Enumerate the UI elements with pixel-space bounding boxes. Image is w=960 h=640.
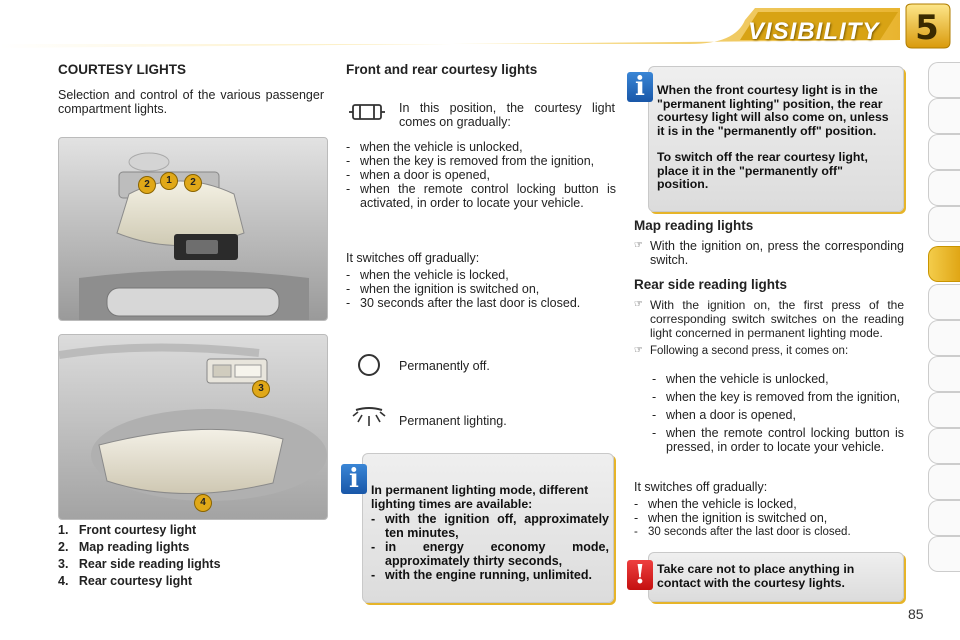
section-heading-rear-side-reading: Rear side reading lights xyxy=(634,277,788,292)
info-box-intro: In permanent lighting mode, different lighting times are available: xyxy=(371,483,589,511)
courtesy-door-switch-icon xyxy=(348,100,386,124)
legend-item-4: 4. Rear courtesy light xyxy=(58,574,193,588)
legend-item-3: 3. Rear side reading lights xyxy=(58,557,221,571)
info-box-list xyxy=(371,512,609,582)
chapter-tab-9[interactable] xyxy=(928,356,960,392)
chapter-number: 5 xyxy=(915,8,939,48)
list-item: ☞ With the ignition on, press the corresponding switch. xyxy=(634,239,904,267)
chapter-tab-5[interactable] xyxy=(928,206,960,242)
rear-off-list xyxy=(634,497,906,539)
section-heading-courtesy-lights: COURTESY LIGHTS xyxy=(58,62,187,77)
warning-box xyxy=(648,552,904,602)
list-item: - when a door is opened, xyxy=(652,408,904,422)
chapter-tab-3[interactable] xyxy=(928,134,960,170)
info-icon: i xyxy=(627,72,653,102)
callout-2-right: 2 xyxy=(184,174,202,192)
off-intro: It switches off gradually: xyxy=(346,251,480,265)
chapter-tab-14[interactable] xyxy=(928,536,960,572)
list-item: - when the ignition is switched on, xyxy=(634,511,906,525)
list-item: - when a door is opened, xyxy=(346,168,616,182)
intro-text: Selection and control of the various passenger compartment lights. xyxy=(58,88,324,116)
list-item: - when the vehicle is unlocked, xyxy=(346,140,616,154)
chapter-tab-13[interactable] xyxy=(928,500,960,536)
warning-icon: ! xyxy=(627,560,653,590)
section-heading-map-reading: Map reading lights xyxy=(634,218,754,233)
list-item: - when the remote control locking button is pressed, in order to locate your vehicle. xyxy=(652,426,904,454)
chapter-tab-12[interactable] xyxy=(928,464,960,500)
list-item: - in energy economy mode, approximately thirty seconds, xyxy=(371,540,609,568)
chapter-tab-2[interactable] xyxy=(928,98,960,134)
front-console-photo xyxy=(58,137,328,321)
map-reading-list xyxy=(634,239,904,267)
chapter-title: VISIBILITY xyxy=(748,18,880,45)
permanently-off-icon xyxy=(354,350,384,380)
callout-3: 3 xyxy=(252,380,270,398)
list-item: - 30 seconds after the last door is closed. xyxy=(634,525,906,539)
section-heading-front-rear: Front and rear courtesy lights xyxy=(346,62,538,77)
permanent-lighting-label: Permanent lighting. xyxy=(399,414,507,428)
list-item: - when the ignition is switched on, xyxy=(346,282,616,296)
list-item: ☞ Following a second press, it comes on: xyxy=(634,344,904,358)
chapter-tab-1[interactable] xyxy=(928,62,960,98)
callout-1: 1 xyxy=(160,172,178,190)
legend-item-1: 1. Front courtesy light xyxy=(58,523,197,537)
list-item: - when the key is removed from the ignition, xyxy=(652,390,904,404)
list-item: - when the key is removed from the ignition, xyxy=(346,154,616,168)
chapter-tab-7[interactable] xyxy=(928,284,960,320)
list-item: - with the engine running, unlimited. xyxy=(371,568,609,582)
chapter-tab-4[interactable] xyxy=(928,170,960,206)
gradual-on-list xyxy=(346,140,616,210)
list-item: - 30 seconds after the last door is closed. xyxy=(346,296,616,310)
permanently-off-label: Permanently off. xyxy=(399,359,490,373)
info-box-rear-courtesy xyxy=(648,66,904,212)
info-box-p2: To switch off the rear courtesy light, place it in the "permanently off" position. xyxy=(657,150,868,191)
list-item: - when the vehicle is locked, xyxy=(346,268,616,282)
list-item: - when the remote control locking button is activated, in order to locate your vehicle. xyxy=(346,182,616,210)
warning-text: Take care not to place anything in contact with the courtesy lights. xyxy=(657,562,855,590)
list-item: ☞ With the ignition on, the first press of the corresponding switch switches on the reading light concerned in permanent lighting mode. xyxy=(634,298,904,340)
legend-item-2: 2. Map reading lights xyxy=(58,540,190,554)
chapter-tab-10[interactable] xyxy=(928,392,960,428)
legend xyxy=(58,522,324,590)
chapter-tab-8[interactable] xyxy=(928,320,960,356)
chapter-tab-11[interactable] xyxy=(928,428,960,464)
rear-off-intro: It switches off gradually: xyxy=(634,480,768,494)
chapter-tab-active[interactable] xyxy=(928,246,960,282)
callout-4: 4 xyxy=(194,494,212,512)
rear-ceiling-photo xyxy=(58,334,328,520)
off-list xyxy=(346,268,616,310)
rear-reading-sublist xyxy=(652,372,904,454)
info-icon: i xyxy=(341,464,367,494)
list-item: - when the vehicle is unlocked, xyxy=(652,372,904,386)
gradual-on-text: In this position, the courtesy light comes on gradually: xyxy=(399,101,615,129)
callout-2-left: 2 xyxy=(138,176,156,194)
page-number: 85 xyxy=(908,606,924,622)
rear-reading-list xyxy=(634,298,904,358)
permanent-lighting-icon xyxy=(352,402,386,432)
list-item: - when the vehicle is locked, xyxy=(634,497,906,511)
info-box-lighting-times xyxy=(362,453,614,603)
info-box-p1: When the front courtesy light is in the "permanent lighting" position, the rear courtesy light will also come on, unless it is in the "permanently off" position. xyxy=(657,83,889,138)
list-item: - with the ignition off, approximately ten minutes, xyxy=(371,512,609,540)
